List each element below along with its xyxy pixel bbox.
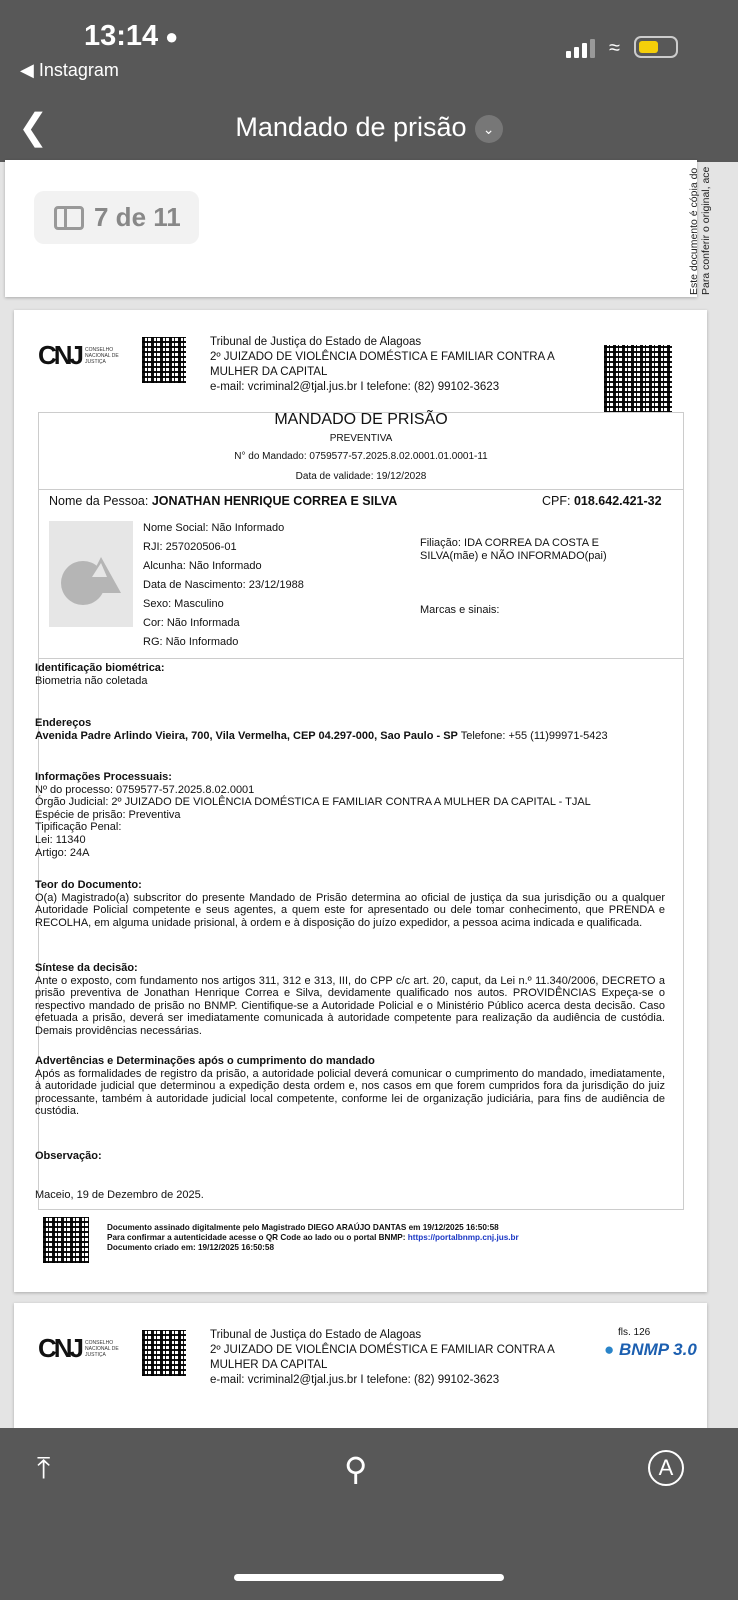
home-indicator[interactable] xyxy=(234,1574,504,1581)
battery-icon xyxy=(634,36,678,58)
observacao-section: Observação: xyxy=(35,1150,102,1162)
title-text: Mandado de prisão xyxy=(235,112,467,142)
process-section: Informações Processuais: Nº do processo: 0759577-57.2025.8.02.0001 Órgão Judicial: 2º JUIZADO DE VIOLÊNCIA DOMÉSTICA E FAMILIAR CONTRA A MULHER DA CAPITAL - TJAL Espécie de prisão: Preventiva Tipificação Penal: Lei: 11340 Artigo: 24A xyxy=(35,771,591,859)
top-bar xyxy=(0,0,738,162)
status-icons xyxy=(566,36,678,58)
no-photo-icon xyxy=(49,521,133,627)
court-header: Tribunal de Justiça do Estado de Alagoas 2º JUIZADO DE VIOLÊNCIA DOMÉSTICA E FAMILIAR CONTRA A MULHER DA CAPITAL e-mail: vcriminal2@tjal.jus.br I telefone: (82) 99102-3623 xyxy=(210,1329,555,1386)
bnmp-logo: ● BNMP 3.0 xyxy=(604,1340,697,1359)
signature-qr-code xyxy=(43,1217,89,1263)
share-icon[interactable]: ⤒ xyxy=(37,1452,51,1485)
page-indicator[interactable] xyxy=(34,191,199,244)
person-cpf: CPF: 018.642.421-32 xyxy=(542,494,662,508)
qr-code xyxy=(142,1330,186,1376)
photo-placeholder xyxy=(49,521,133,627)
warrant-type: PREVENTIVA xyxy=(329,433,393,444)
signal-icon xyxy=(566,39,595,58)
person-icon: ● xyxy=(165,24,179,49)
cnj-logo: CNJ CONSELHO NACIONAL DE JUSTIÇA xyxy=(38,340,119,370)
person-fields: Nome Social: Não Informado RJI: 257020506-01 Alcunha: Não Informado Data de Nascimento: 23/12/1988 Sexo: Masculino Cor: Não Informada RG: Não Informado xyxy=(143,522,304,648)
back-icon[interactable]: ❮ xyxy=(18,106,49,147)
side-note: Este documento é cópia do Para conferir o original, ace xyxy=(688,166,712,295)
court-header: Tribunal de Justiça do Estado de Alagoas 2º JUIZADO DE VIOLÊNCIA DOMÉSTICA E FAMILIAR CONTRA A MULHER DA CAPITAL e-mail: vcriminal2@tjal.jus.br I telefone: (82) 99102-3623 xyxy=(210,336,555,393)
chevron-down-icon[interactable]: ⌄ xyxy=(475,115,503,143)
back-to-instagram[interactable]: ◀ Instagram xyxy=(20,60,119,80)
bnmp-link[interactable]: https://portalbnmp.cnj.jus.br xyxy=(407,1233,519,1242)
cnj-logo: CNJ CONSELHO NACIONAL DE JUSTIÇA xyxy=(38,1333,119,1363)
markup-icon[interactable]: A xyxy=(648,1450,684,1486)
person-name: Nome da Pessoa: JONATHAN HENRIQUE CORREA E SILVA xyxy=(49,494,398,508)
warrant-title: MANDADO DE PRISÃO xyxy=(274,411,448,428)
signature-block: Documento assinado digitalmente pelo Magistrado DIEGO ARAÚJO DANTAS em 19/12/2025 16:50:58 Para confirmar a autenticidade acesse o QR Code ao lado ou o portal BNMP: https://portalbnmp.cnj.jus.br Documento criado em: 19/12/2025 16:50:58 xyxy=(107,1223,519,1252)
page-folio: fls. 126 xyxy=(618,1327,651,1338)
warrant-header xyxy=(38,410,684,488)
address-section: Endereços Avenida Padre Arlindo Vieira, 700, Vila Vermelha, CEP 04.297-000, Sao Paulo - SP Telefone: +55 (11)99971-5423 xyxy=(35,717,608,742)
document-title[interactable] xyxy=(0,112,738,143)
warrant-validity: Data de validade: 19/12/2028 xyxy=(295,471,427,482)
page-count: 7 de 11 xyxy=(94,202,181,232)
sidebar-icon xyxy=(54,206,84,230)
advertencias-section: Advertências e Determinações após o cumprimento do mandado Após as formalidades de registro da prisão, a autoridade policial deverá comunicar o cumprimento do mandado, imediatamente, à autoridade judicial que determinou a expedição desta ordem e, nos casos em que forem cumpridos fora da jurisdição do juiz processante, também à autoridade judicial local competente, conforme lei de organização judiciária, para fins de audiência de custódia. xyxy=(35,1055,665,1118)
biometric-section: Identificação biométrica: Biometria não coletada xyxy=(35,662,165,687)
sintese-section: Síntese da decisão: Ante o exposto, com fundamento nos artigos 311, 312 e 313, III, do CPP c/c art. 20, caput, da Lei n.º 11.340/2006, DECRETO a prisão preventiva de Jonathan Henrique Correa e Silva, devidamente qualificado nos autos. PROVIDÊNCIAS Expeça-se o respectivo mandado de prisão no BNMP. Cientifique-se a Autoridade Policial e o Ministério Público acerca desta decisão. Caso efetuada a prisão, deverá ser imediatamente comunicada à autoridade competente para realização da audiência de custódia. Demais providências necessárias. xyxy=(35,962,665,1037)
wifi-icon: ≈ xyxy=(609,37,620,59)
filiacao: Filiação: IDA CORREA DA COSTA E SILVA(mãe) e NÃO INFORMADO(pai) xyxy=(420,537,607,562)
search-icon[interactable]: ⚲ xyxy=(344,1451,368,1487)
back-app-label: Instagram xyxy=(38,60,119,80)
marcas-sinais: Marcas e sinais: xyxy=(420,604,500,616)
place-date: Maceio, 19 de Dezembro de 2025. xyxy=(35,1189,204,1201)
qr-code-large xyxy=(604,345,672,413)
clock: 13:14 xyxy=(84,20,159,52)
teor-section: Teor do Documento: O(a) Magistrado(a) subscritor do presente Mandado de Prisão determina ao oficial de justiça da sua jurisdição ou a qualquer Autoridade Policial competente e seus agentes, a quem este for apresentado ou dele tomar conhecimento, que PRENDA e RECOLHA, em alguma unidade prisional, à ordem e à disposição do juízo expedidor, a pessoa acima indicada e qualificada. xyxy=(35,879,665,929)
warrant-number: N° do Mandado: 0759577-57.2025.8.02.0001.01.0001-11 xyxy=(234,451,488,462)
qr-code xyxy=(142,337,186,383)
